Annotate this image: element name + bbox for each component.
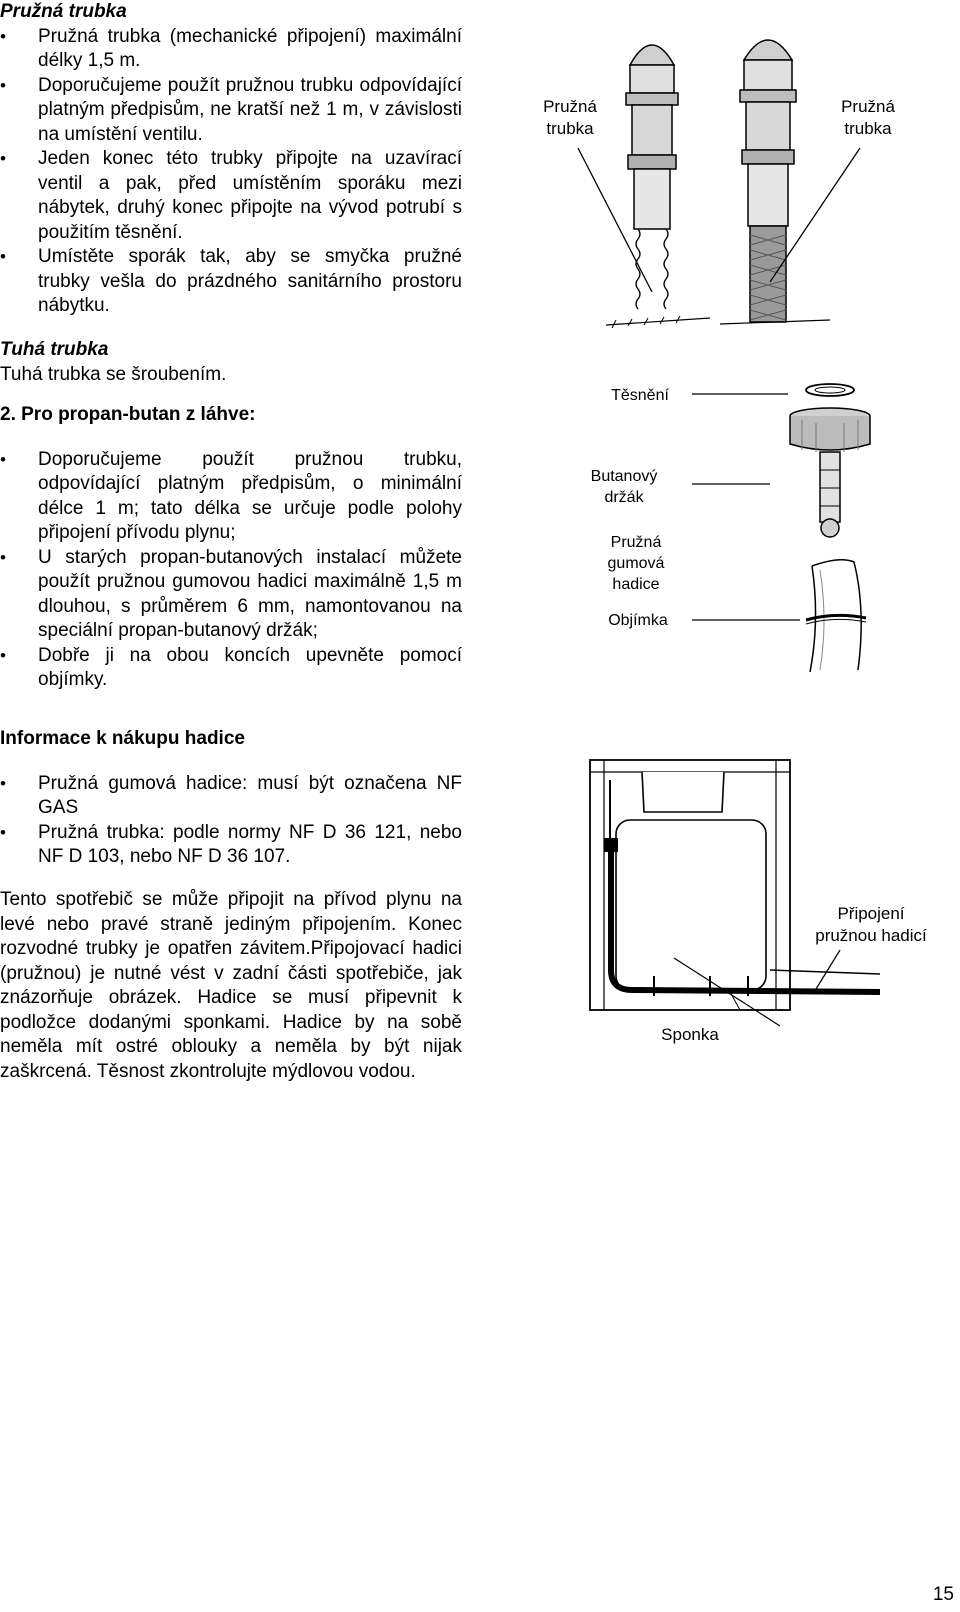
heading-flexible-tube: Pružná trubka [0, 1, 127, 22]
purchase-info-list [0, 772, 462, 870]
list-item: • Doporučujeme použít pružnou trubku, odpovídající platným předpisům, o minimální délce 1 m; tato délka se určuje podle polohy připojení přívodu plynu; [0, 448, 462, 546]
flexible-tube-right-drawing [720, 40, 830, 324]
flexible-tube-left-drawing [606, 45, 710, 328]
section-purchase-info [0, 727, 462, 870]
list-item: • Pružná gumová hadice: musí být označena NF GAS [0, 772, 462, 821]
label-butane-holder [572, 466, 676, 508]
label-line: gumová [607, 555, 665, 572]
label-line: Pružná [841, 97, 895, 116]
label-line: hadice [612, 576, 660, 593]
list-item: • Pružná trubka: podle normy NF D 36 121, nebo NF D 103, nebo NF D 36 107. [0, 821, 462, 870]
list-item: • Pružná trubka (mechanické připojení) maximální délky 1,5 m. [0, 25, 462, 74]
section-flexible-tube [0, 0, 462, 319]
label-clip: Sponka [661, 1025, 719, 1044]
flexible-tube-list [0, 25, 462, 319]
label-line: Pružná [610, 534, 662, 551]
label-clamp: Objímka [608, 612, 668, 629]
label-flexible-connection [806, 903, 936, 947]
label-seal: Těsnění [611, 387, 669, 404]
connection-paragraph: Tento spotřebič se může připojit na přívod plynu na levé nebo pravé straně jediným připojením. Konec rozvodné trubky je opatřen závitem.Připojovací hadici (pružnou) je nutné vést v zadní části spotřebiče, jak znázorňuje obrázek. Hadice se musí připevnit k podložce dodanými sponkami. Hadice by na sobě neměla mít ostré oblouky a neměla by být nijak zaškrcená. Těsnost zkontrolujte mýdlovou vodou. [0, 889, 462, 1082]
list-item: • Dobře ji na obou koncích upevněte pomocí objímky. [0, 644, 462, 693]
heading-propane: 2. Pro propan-butan z láhve: [0, 404, 256, 425]
label-flexible-tube-left [530, 96, 610, 140]
label-flexible-tube-right [828, 96, 908, 140]
list-item: • Doporučujeme použít pružnou trubku odpovídající platným předpisům, ne kratší než 1 m, v závislosti na umístění ventilu. [0, 74, 462, 148]
label-line: trubka [844, 119, 892, 138]
propane-list [0, 448, 462, 693]
label-line: pružnou hadicí [815, 926, 927, 945]
label-line: držák [604, 489, 644, 506]
appliance-connection-figure [580, 750, 950, 1050]
label-rubber-hose [584, 532, 688, 595]
section-rigid-tube [0, 338, 462, 387]
flexible-tube-figure [530, 20, 950, 340]
page-number: 15 [932, 1584, 954, 1605]
butane-holder-figure [670, 370, 910, 680]
list-item: • Umístěte sporák tak, aby se smyčka pružné trubky vešla do prázdného sanitárního prostoru nábytku. [0, 245, 462, 319]
label-line: Připojení [837, 904, 905, 923]
section-propane [0, 403, 462, 693]
heading-rigid-tube: Tuhá trubka [0, 339, 109, 360]
list-item: • U starých propan-butanových instalací můžete použít pružnou gumovou hadici maximálně 1,5 m dlouhou, s průměrem 6 mm, namontovanou na speciální propan-butanový držák; [0, 546, 462, 644]
heading-purchase-info: Informace k nákupu hadice [0, 728, 245, 749]
label-line: trubka [546, 119, 594, 138]
label-line: Pružná [543, 97, 597, 116]
label-line: Butanový [590, 468, 658, 485]
rigid-tube-text: Tuhá trubka se šroubením. [0, 363, 227, 385]
list-item: • Jeden konec této trubky připojte na uzavírací ventil a pak, před umístěním sporáku mezi nábytek, druhý konec připojte na vývod potrubí s použitím těsnění. [0, 147, 462, 245]
